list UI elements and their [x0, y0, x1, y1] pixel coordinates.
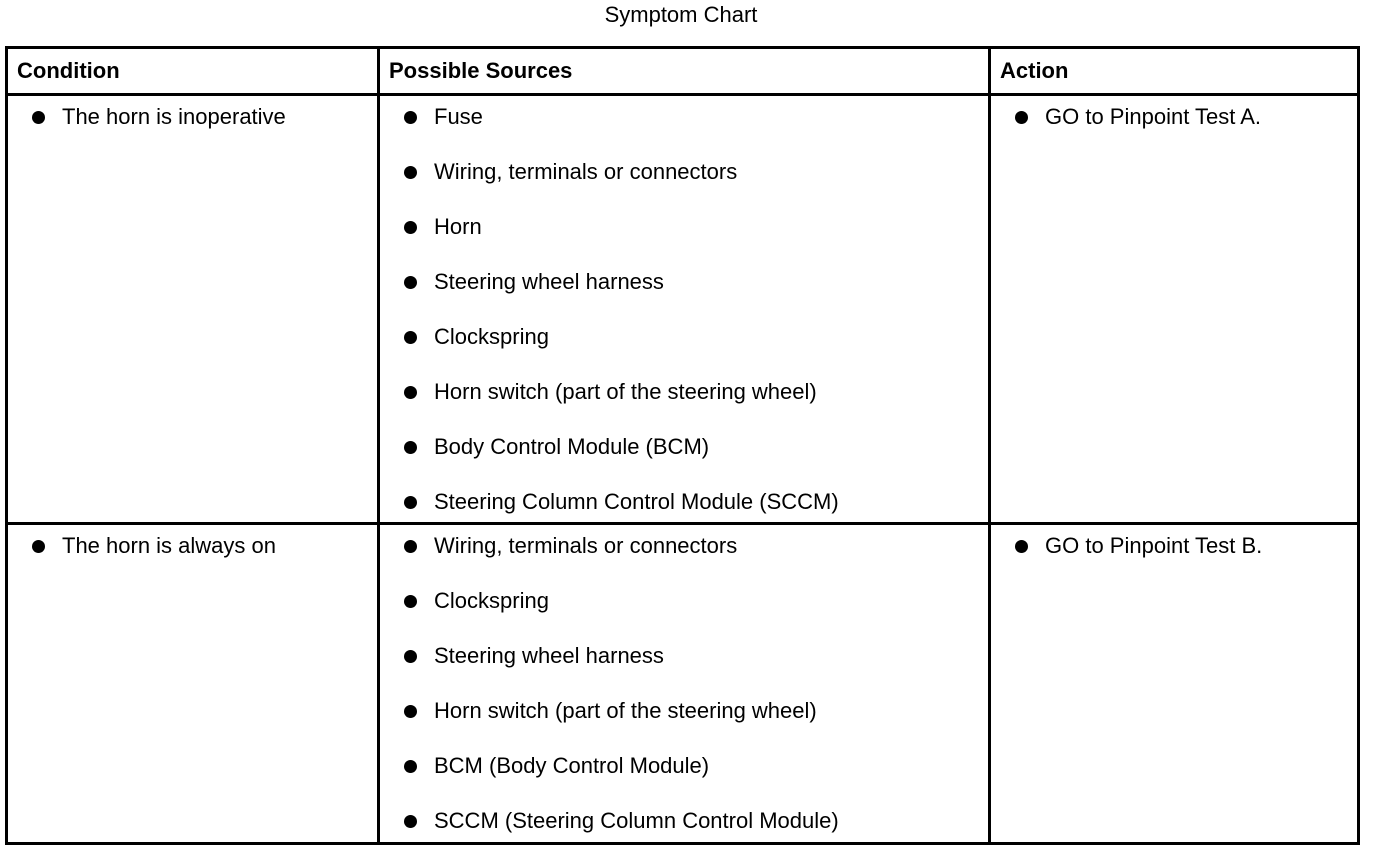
header-possible-sources: Possible Sources — [379, 48, 990, 95]
source-text: Steering wheel harness — [434, 643, 664, 668]
action-text: GO to Pinpoint Test B. — [1045, 533, 1263, 558]
bullet-icon — [404, 276, 417, 289]
bullet-icon — [404, 760, 417, 773]
header-row — [7, 48, 1359, 95]
bullet-icon — [404, 496, 417, 509]
source-text: Horn — [434, 214, 482, 239]
condition-text: The horn is always on — [62, 533, 276, 558]
list-item — [404, 588, 988, 614]
bullet-icon — [404, 595, 417, 608]
chart-title: Symptom Chart — [604, 2, 758, 27]
bullet-icon — [404, 815, 417, 828]
source-text: BCM (Body Control Module) — [434, 753, 710, 778]
bullet-icon — [404, 540, 417, 553]
source-text: Clockspring — [434, 588, 549, 613]
bullet-icon — [404, 166, 417, 179]
bullet-icon — [404, 441, 417, 454]
list-item — [404, 214, 988, 240]
list-item — [1015, 533, 1357, 559]
source-text: Body Control Module (BCM) — [434, 434, 710, 459]
bullet-icon — [404, 705, 417, 718]
bullet-icon — [1015, 540, 1028, 553]
bullet-icon — [404, 111, 417, 124]
list-item — [32, 104, 377, 130]
list-item — [404, 104, 988, 130]
bullet-icon — [32, 540, 45, 553]
condition-cell — [7, 95, 379, 524]
table-row — [7, 95, 1359, 524]
list-item — [404, 489, 988, 515]
source-text: Fuse — [434, 104, 483, 129]
list-item — [404, 698, 988, 724]
source-text: Steering wheel harness — [434, 269, 664, 294]
bullet-icon — [404, 650, 417, 663]
symptom-table — [5, 46, 1360, 845]
source-text: Wiring, terminals or connectors — [434, 159, 738, 184]
source-text: Horn switch (part of the steering wheel) — [434, 379, 817, 404]
source-text: SCCM (Steering Column Control Module) — [434, 808, 839, 833]
list-item — [404, 753, 988, 779]
action-text: GO to Pinpoint Test A. — [1045, 104, 1262, 129]
action-cell — [990, 95, 1359, 524]
condition-cell — [7, 524, 379, 844]
bullet-icon — [32, 111, 45, 124]
bullet-icon — [1015, 111, 1028, 124]
list-item — [404, 269, 988, 295]
possible-sources-cell — [379, 524, 990, 844]
list-item — [404, 808, 988, 834]
list-item — [404, 643, 988, 669]
source-text: Horn switch (part of the steering wheel) — [434, 698, 817, 723]
condition-text: The horn is inoperative — [62, 104, 286, 129]
table-row — [7, 524, 1359, 844]
bullet-icon — [404, 331, 417, 344]
header-condition: Condition — [7, 48, 379, 95]
possible-sources-cell — [379, 95, 990, 524]
list-item — [404, 379, 988, 405]
bullet-icon — [404, 386, 417, 399]
list-item — [32, 533, 377, 559]
source-text: Clockspring — [434, 324, 549, 349]
action-cell — [990, 524, 1359, 844]
list-item — [404, 324, 988, 350]
list-item — [404, 159, 988, 185]
list-item — [1015, 104, 1357, 130]
bullet-icon — [404, 221, 417, 234]
list-item — [404, 533, 988, 559]
source-text: Wiring, terminals or connectors — [434, 533, 738, 558]
header-action: Action — [990, 48, 1359, 95]
source-text: Steering Column Control Module (SCCM) — [434, 489, 839, 514]
list-item — [404, 434, 988, 460]
